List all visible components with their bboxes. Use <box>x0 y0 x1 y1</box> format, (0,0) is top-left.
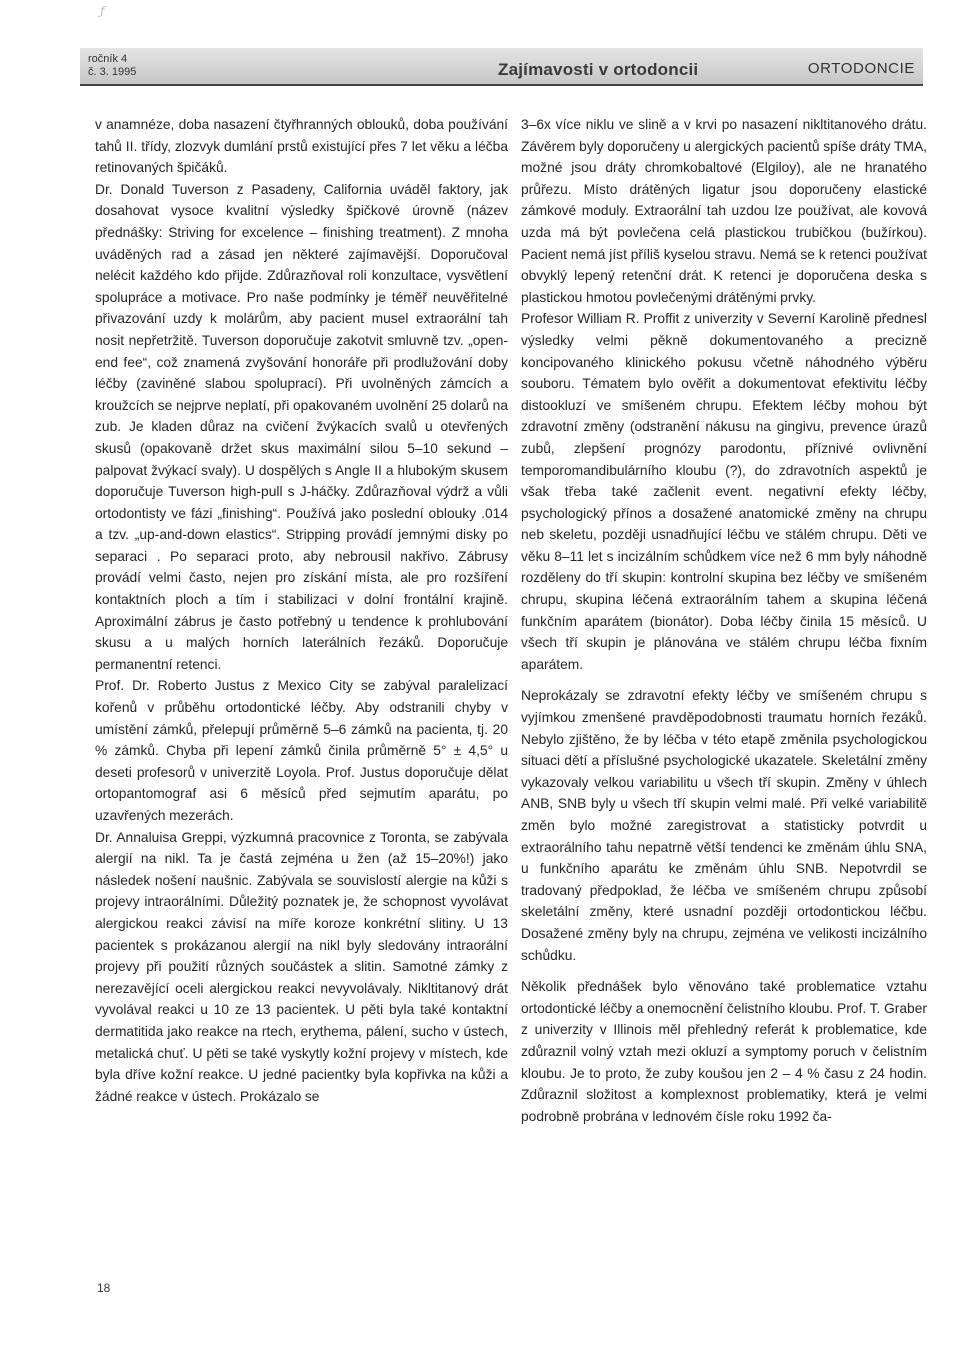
journal-category: ORTODONCIE <box>807 60 915 77</box>
right-text-column <box>521 114 927 1127</box>
paragraph-greppi: Dr. Annaluisa Greppi, výzkumná pracovnice z Toronta, se zabývala alergií na nikl. Ta je častá zejména u žen (až 15–20%!) jako následek nošení naušnic. Zabývala se souvislostí alergie na kůži s projevy intraorálními. Důležitý poznatek je, že schopnost vyvolávat alergickou reakci závisí na míře koroze konkrétní slitiny. U 13 pacientek s prokázanou alergií na nikl byly sledovány intraorální projevy při použití různých součástek a slitin. Samotné zámky z nerezavějící oceli alergickou reakci nevyvolávaly. Nikltitanový drát vyvolával reakci u 10 ze 13 pacientek. U pěti byla také kontaktní dermatitida jako reakce na rtech, erythema, pálení, sucho v ústech, metalická chuť. U pěti se také vyskytly kožní projevy v místech, kde byla dříve kožní reakce. U jedné pacientky byla kopřivka na kůži a žádné reakce v ústech. Prokázalo se <box>95 829 508 1104</box>
page-number: 18 <box>97 1281 111 1295</box>
paragraph-graber: Několik přednášek bylo věnováno také problematice vztahu ortodontické léčby a onemocnění čelistního kloubu. Prof. T. Graber z univerzity v Illinois měl přehledný referát k problematice, kde zdůraznil volný vztah mezi okluzí a symptomy poruch v čelistním kloubu. Je to proto, že zuby koušou jen 2 – 4 % času z 24 hodin. Zdůraznil složitost a komplexnost problematiky, která je velmi podrobně probrána v lednovém čísle roku 1992 ča- <box>521 979 927 1124</box>
issue-number: č. 3. 1995 <box>88 66 137 78</box>
paragraph-nickel-recommendations: 3–6x více niklu ve slině a v krvi po nasazení nikltitanového drátu. Závěrem byly doporučeny u alergických pacientů spíše dráty TMA, možné jsou dráty chromkobaltové (Elgiloy), ale ne hranatého průřezu. Místo drátěných ligatur jsou doporučeny elastické zámkové moduly. Extraorální tah uzdou lze používat, ale kovová uzda má být povlečena celá plastickou trubičkou (bužírkou). Pacient nemá jíst příliš kyselou stravu. Nemá se k retenci používat obvyklý lepený retenční drát. K retenci je doporučena deska s plastickou hmotou povlečenými drátěnými prvky. <box>521 117 927 305</box>
section-title: Zajímavosti v ortodoncii <box>498 60 699 79</box>
paragraph-results: Neprokázaly se zdravotní efekty léčby ve smíšeném chrupu s vyjímkou zmenšené pravděpodobnosti traumatu horních řezáků. Nebylo zjištěno, že by léčba v této etapě změnila psychologickou situaci dětí a příslušné psychologické ukazatele. Skeletální změny vykazovaly velkou variabilitu u všech tří skupin. Změny v úhlech ANB, SNB byly u všech tří skupin velmi malé. Při velké variabilitě změn bylo možné zaregistrovat a statisticky potvrdit u extraorálního tahu nepatrně větší tendenci ke změnám úhlu SNA, u funkčního aparátu ke změnám úhlu SNB. Nepotvrdil se tradovaný předpoklad, že léčba ve smíšeném chrupu způsobí skeletální změny, které usnadní později ortodontickou léčbu. Dosažené změny byly na chrupu, zejména ve velikosti incizálního schůdku. <box>521 688 927 963</box>
issue-info <box>88 53 136 79</box>
page-header <box>80 48 923 86</box>
paragraph-tuverson: Dr. Donald Tuverson z Pasadeny, California uváděl faktory, jak dosahovat vysoce kvalitní výsledky špičkové úrovně (název přednášky: Striving for excelence – finishing treatment). Z mnoha uváděných rad a zásad jen některé zajímavější. Doporučoval nelécit každého kdo přijde. Zdůrazňoval roli konzultace, vysvětlení spolupráce a motivace. Pro naše podmínky je téměř neuvěřitelné přivazování uzdy k molárům, aby pacient musel extraorální tah nosit nepřetržitě. Tuverson doporučuje zakotvit smluvně tzv. „open-end fee“, což znamená zvyšování honoráře při prodlužování doby léčby (zaviněné slabou spoluprací). Při uvolněných zámcích a kroužcích se nejprve neplatí, při opakovaném uvolnění 25 dolarů na zub. Je kladen důraz na cvičení žvýkacích svalů u otevřených skusů (opakovaně držet skus maximální silou 5–10 sekund – palpovat žvýkací svaly). U dospělých s Angle II a hlubokým skusem doporučuje Tuverson high-pull s J-háčky. Zdůrazňoval výdrž a vůli ortodontisty ve fázi „finishing“. Používá jako poslední oblouky .014 a tzv. „up-and-down elastics“. Stripping provádí jemnými disky po separaci . Po separaci proto, aby nebrousil nakřivo. Zábrusy provádí velmi často, nejen pro získání místa, ale pro rozšíření kontaktních ploch a tím i stabilizaci v dolní frontální krajině. Aproximální zábrus je často potřebný u tendence k prohlubování skusu a u malých horních laterálních řezáků. Doporučuje permanentní retenci. <box>95 181 508 672</box>
paragraph-anamnesis-end: v anamnéze, doba nasazení čtyřhranných oblouků, doba používání tahů II. třídy, zlozvyk dumlání prstů existující přes 7 let věku a léčba retinovaných špičáků. <box>95 117 508 176</box>
paragraph-justus: Prof. Dr. Roberto Justus z Mexico City se zabýval paralelizací kořenů v průběhu ortodontické léčby. Aby odstranili chyby v umístění zámků, přelepují průměrně 5–6 zámků na pacienta, tj. 20 % zámků. Chyba při lepení zámků činila průměrně 5° ± 4,5° u deseti profesorů v univerzitě Loyola. Prof. Justus doporučuje dělat ortopantomograf asi 6 měsíců před sejmutím aparátu, po uzavřených mezerách. <box>95 678 508 823</box>
left-text-column <box>95 114 508 1107</box>
paragraph-proffit: Profesor William R. Proffit z univerzity v Severní Karolině přednesl výsledky velmi pěkně dokumentovaného a precizně koncipovaného klinického pokusu včetně náhodného výběru souboru. Tématem bylo ověřit a dokumentovat efektivitu léčby distookluzí ve smíšeném chrupu. Efektem léčby mohou být zdravotní změny (odstranění nákusu na gingivu, prevence úrazů zubů, zlepšení prognózy parodontu, příznivé ovlivnění temporomandibulárního kloubu (?), do zdravotních aspektů je však třeba také začlenit event. negativní efekty léčby, psychologický přínos a dosažené anatomické změny na chrupu neb skeletu, později usnadňující léčbu ve stálém chrupu. Děti ve věku 8–11 let s incizálním schůdkem více než 6 mm byly náhodně rozděleny do tří skupin: kontrolní skupina bez léčby ve smíšeném chrupu, skupina léčená extraorálním tahem a skupina léčená funkčním aparátem (bionátor). Doba léčby činila 15 měsíců. U všech tří skupin je plánována ve stálém chrupu léčba fixním aparátem. <box>521 311 927 672</box>
issue-volume: ročník 4 <box>88 53 128 65</box>
corner-ink-mark: ƒ <box>100 4 105 18</box>
